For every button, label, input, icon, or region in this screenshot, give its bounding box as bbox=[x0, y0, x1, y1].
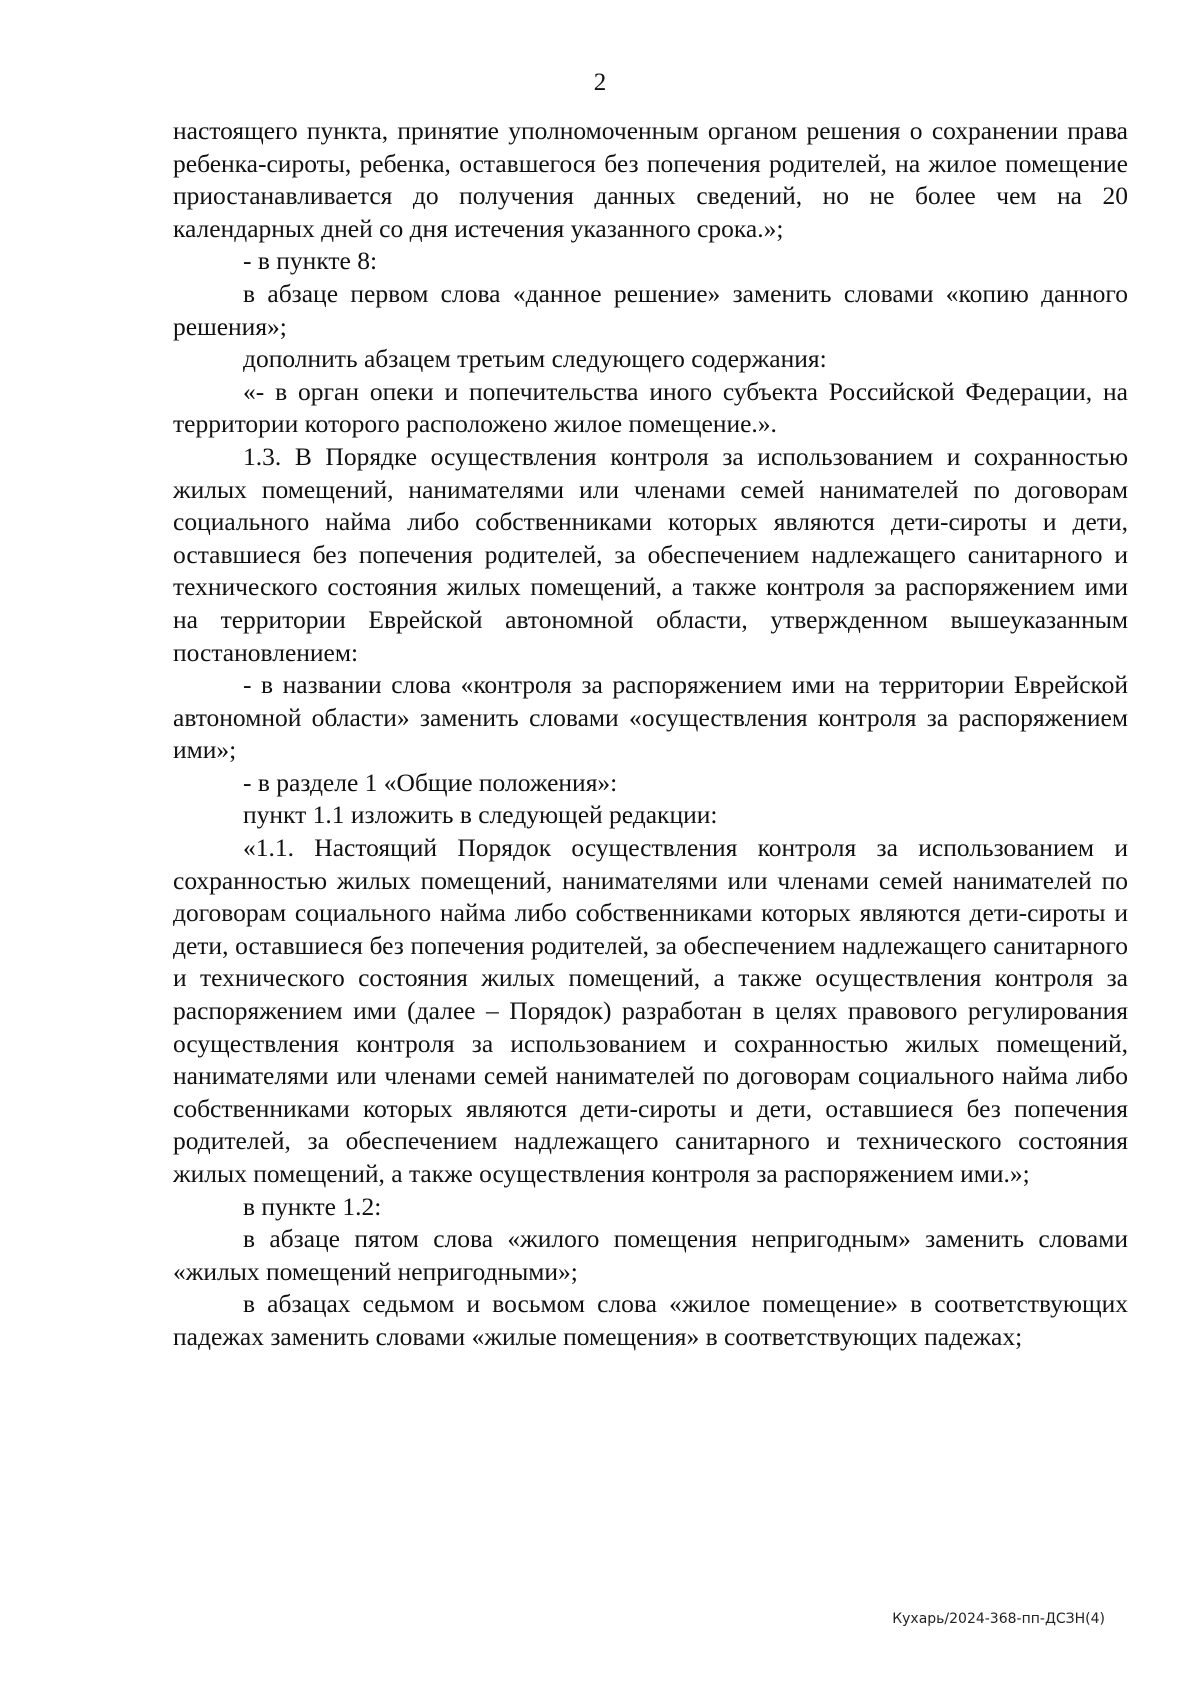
paragraph-item-8: - в пункте 8: bbox=[243, 246, 378, 276]
paragraph-item-8-third: «- в орган опеки и попечительства иного субъекта Российской Федерации, на территории которого расположено жилое помещение.». bbox=[173, 376, 1128, 439]
paragraph-item-1-2: в пункте 1.2: bbox=[243, 1191, 382, 1221]
paragraph-section-1: - в разделе 1 «Общие положения»: bbox=[243, 767, 618, 797]
document-body bbox=[173, 115, 1128, 1354]
paragraph-item-1-1-text: «1.1. Настоящий Порядок осуществления контроля за использованием и сохранностью жилых помещений, нанимателями или членами семей нанимателей по договорам социального найма либо собственниками которых являются дети-сироты и дети, оставшиеся без попечения родителей, за обеспечением надлежащего санитарного и технического состояния жилых помещений, а также осуществления контроля за распоряжением ими (далее – Порядок) разработан в целях правового регулирования осуществления контроля за использованием и сохранностью жилых помещений, нанимателями или членами семей нанимателей по договорам социального найма либо собственниками которых являются дети-сироты и дети, оставшиеся без попечения родителей, за обеспечением надлежащего санитарного и технического состояния жилых помещений, а также осуществления контроля за распоряжением ими.»; bbox=[173, 833, 1128, 1188]
paragraph-item-1-1-intro: пункт 1.1 изложить в следующей редакции: bbox=[243, 800, 718, 830]
paragraph-item-1-2-fifth: в абзаце пятом слова «жилого помещения непригодным» заменить словами «жилых помещений непригодными»; bbox=[173, 1224, 1128, 1286]
paragraph-item-8-add: дополнить абзацем третьим следующего содержания: bbox=[243, 344, 827, 374]
paragraph-continuation: настоящего пункта, принятие уполномоченным органом решения о сохранении права ребенка-сироты, ребенка, оставшегося без попечения родителей, на жилое помещение приостанавливается до получения данных сведений, но не более чем на 20 календарных дней со дня истечения указанного срока.»; bbox=[173, 116, 1128, 243]
document-code: Кухарь/2024-368-пп-ДСЗН(4) bbox=[892, 1611, 1105, 1627]
paragraph-1-3: 1.3. В Порядке осуществления контроля за использованием и сохранностью жилых помещений, нанимателями или членами семей нанимателей по договорам социального найма либо собственниками которых являются дети-сироты и дети, оставшиеся без попечения родителей, за обеспечением надлежащего санитарного и технического состояния жилых помещений, а также контроля за распоряжением ими на территории Еврейской автономной области, утвержденном вышеуказанным постановлением: bbox=[173, 441, 1128, 667]
paragraph-item-8-first: в абзаце первом слова «данное решение» заменить словами «копию данного решения»; bbox=[173, 278, 1128, 341]
paragraph-title-change: - в названии слова «контроля за распоряжением ими на территории Еврейской автономной области» заменить словами «осуществления контроля за распоряжением ими»; bbox=[173, 670, 1128, 765]
paragraph-item-1-2-seventh: в абзацах седьмом и восьмом слова «жилое помещение» в соответствующих падежах заменить словами «жилые помещения» в соответствующих падежах; bbox=[173, 1289, 1128, 1351]
page-number: 2 bbox=[593, 69, 607, 96]
